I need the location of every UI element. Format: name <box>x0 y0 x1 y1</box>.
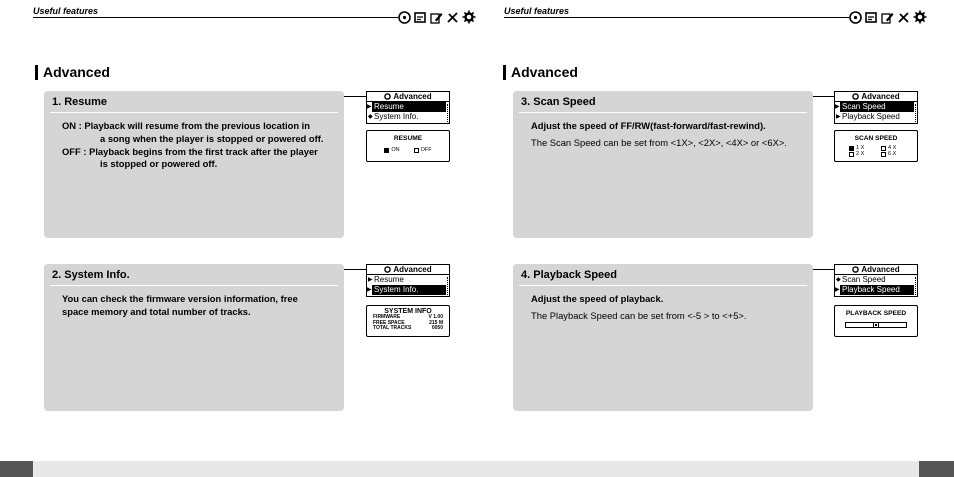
arrow-icon: ▶ <box>367 104 372 110</box>
section-marker-left <box>35 65 38 80</box>
lcd-menu-resume <box>366 91 450 124</box>
checkbox-empty-icon <box>414 148 419 153</box>
lcd-menu-item-label: Playback Speed <box>842 112 900 121</box>
resume-screen-title: RESUME <box>393 135 423 142</box>
card-divider <box>50 285 338 286</box>
resume-option-on[interactable] <box>384 147 399 153</box>
lcd-menu-item-system-info[interactable] <box>367 112 449 122</box>
card-title-resume: 1. Resume <box>52 96 108 108</box>
gear-icon <box>462 10 476 24</box>
lcd-menu-header <box>835 92 917 102</box>
lcd-scan-speed-screen <box>834 130 918 162</box>
card-system-info <box>44 264 344 411</box>
lcd-menu-scan-speed <box>834 91 918 124</box>
system-info-value: 215 M <box>429 319 443 326</box>
scan-option-label: 6 X <box>888 151 897 157</box>
checkbox-empty-icon <box>881 152 886 157</box>
card-title-scan-speed: 3. Scan Speed <box>521 96 596 108</box>
lcd-menu-item-label: System Info. <box>374 112 419 121</box>
lcd-menu-item-scan-speed[interactable] <box>835 275 917 285</box>
lcd-menu-system-info <box>366 264 450 297</box>
lcd-system-info-screen <box>366 305 450 337</box>
lcd-menu-item-playback-speed[interactable] <box>835 112 917 122</box>
music-disc-icon <box>849 11 862 24</box>
resume-off-line-1: OFF : Playback begins from the first track after the player <box>62 145 318 157</box>
card-body-system-info <box>62 293 334 319</box>
header-icons-left <box>398 9 476 25</box>
lcd-menu-header <box>835 265 917 275</box>
gear-icon <box>384 266 391 273</box>
lcd-menu-item-label: Resume <box>374 102 404 111</box>
resume-on-line-1: ON : Playback will resume from the previous location in <box>62 120 310 131</box>
scan-speed-options <box>849 145 903 157</box>
lcd-menu-item-label: System Info. <box>374 285 419 294</box>
lcd-menu-item-resume[interactable] <box>367 275 449 285</box>
card-resume <box>44 91 344 238</box>
edit-icon <box>881 11 894 24</box>
card-divider <box>519 285 807 286</box>
checkbox-empty-icon <box>849 152 854 157</box>
lcd-menu-header-label: Advanced <box>393 92 432 101</box>
tools-icon <box>897 11 910 24</box>
arrow-icon: ▶ <box>835 104 840 110</box>
card-scan-speed <box>513 91 813 238</box>
gear-icon <box>852 266 859 273</box>
diamond-icon: ◆ <box>836 277 841 283</box>
resume-option-label: ON <box>391 147 400 153</box>
scan-option-6x[interactable] <box>881 151 903 157</box>
scan-option-label: 4 X <box>888 145 897 151</box>
arrow-icon: ▶ <box>368 277 373 283</box>
system-info-label: FREE SPACE <box>373 319 405 326</box>
card-divider <box>519 112 807 113</box>
checkbox-checked-icon <box>384 148 389 153</box>
connector-line <box>344 269 366 270</box>
playback-speed-screen-title: PLAYBACK SPEED <box>845 310 907 317</box>
lcd-menu-header-label: Advanced <box>393 265 432 274</box>
card-playback-speed <box>513 264 813 411</box>
system-info-value: V 1.00 <box>428 314 443 320</box>
scroll-indicator <box>915 277 916 295</box>
lcd-menu-header <box>367 92 449 102</box>
system-info-label: FIRMWARE <box>373 314 401 320</box>
scroll-indicator <box>447 277 448 295</box>
scan-option-label: 2 X <box>856 151 865 157</box>
system-info-line-1: You can check the firmware version information, free <box>62 293 298 304</box>
scan-speed-headline: Adjust the speed of FF/RW(fast-forward/fast-rewind). <box>531 120 766 131</box>
lcd-menu-item-resume[interactable] <box>367 102 446 112</box>
lcd-menu-item-playback-speed[interactable] <box>835 285 914 295</box>
system-info-value: 0050 <box>431 325 443 332</box>
resume-options <box>367 147 449 153</box>
arrow-icon: ▶ <box>835 287 840 293</box>
diamond-icon: ◆ <box>368 114 373 120</box>
connector-line <box>813 96 834 97</box>
lcd-menu-header <box>367 265 449 275</box>
arrow-icon: ▶ <box>836 114 841 120</box>
gear-icon <box>852 93 859 100</box>
header-rule-right <box>504 17 849 18</box>
edit-icon <box>430 11 443 24</box>
header-title-right: Useful features <box>504 6 570 16</box>
header-icons-right <box>849 9 927 25</box>
card-title-system-info: 2. System Info. <box>52 269 130 281</box>
resume-option-off[interactable] <box>414 147 432 153</box>
resume-on-line-2: a song when the player is stopped or powered off. <box>100 132 324 144</box>
checkbox-checked-icon <box>849 146 854 151</box>
resume-option-label: OFF <box>420 147 432 153</box>
scroll-indicator <box>915 104 916 122</box>
system-info-line-2: space memory and total number of tracks. <box>62 305 251 317</box>
system-info-row-total-tracks <box>367 326 449 332</box>
section-title-right: Advanced <box>511 64 578 80</box>
card-body-resume <box>62 120 334 171</box>
footer-bar <box>33 461 919 477</box>
scan-speed-text: The Scan Speed can be set from <1X>, <2X>, <4X> or <6X>. <box>531 136 787 148</box>
footer-block-right <box>919 461 954 477</box>
lcd-menu-header-label: Advanced <box>861 265 900 274</box>
header-title-left: Useful features <box>33 6 99 16</box>
lcd-playback-speed-screen <box>834 305 918 337</box>
lcd-menu-item-label: Playback Speed <box>842 285 900 294</box>
playback-speed-headline: Adjust the speed of playback. <box>531 293 664 304</box>
scroll-indicator <box>447 104 448 122</box>
lcd-menu-playback-speed <box>834 264 918 297</box>
card-title-playback-speed: 4. Playback Speed <box>521 269 617 281</box>
slider-knob[interactable] <box>873 322 879 328</box>
system-info-label: TOTAL TRACKS <box>373 325 412 332</box>
playback-speed-slider[interactable] <box>845 322 907 328</box>
lcd-menu-item-label: Resume <box>374 275 404 284</box>
scan-speed-screen-title: SCAN SPEED <box>854 135 898 142</box>
tools-icon <box>446 11 459 24</box>
system-info-screen-title: SYSTEM INFO <box>384 308 432 315</box>
scan-option-2x[interactable] <box>849 151 871 157</box>
section-title-left: Advanced <box>43 64 110 80</box>
section-marker-right <box>503 65 506 80</box>
gear-icon <box>384 93 391 100</box>
gear-icon <box>913 10 927 24</box>
card-body-playback-speed <box>531 293 803 323</box>
lcd-menu-header-label: Advanced <box>861 92 900 101</box>
lcd-menu-item-label: Scan Speed <box>842 102 886 111</box>
connector-line <box>344 96 366 97</box>
header-rule-left <box>33 17 398 18</box>
scan-option-label: 1 X <box>856 145 865 151</box>
checkbox-empty-icon <box>881 146 886 151</box>
resume-off-line-2: is stopped or powered off. <box>100 158 218 170</box>
card-divider <box>50 112 338 113</box>
arrow-icon: ▶ <box>367 287 372 293</box>
lcd-menu-item-label: Scan Speed <box>842 275 886 284</box>
lcd-menu-item-scan-speed[interactable] <box>835 102 914 112</box>
right-page <box>477 0 954 477</box>
card-body-scan-speed <box>531 120 803 150</box>
footer-block-left <box>0 461 33 477</box>
music-disc-icon <box>398 11 411 24</box>
lcd-resume-screen <box>366 130 450 162</box>
lcd-menu-item-system-info[interactable] <box>367 285 446 295</box>
playback-speed-text: The Playback Speed can be set from <-5 > to <+5>. <box>531 309 747 321</box>
note-icon <box>414 11 427 24</box>
connector-line <box>813 269 834 270</box>
note-icon <box>865 11 878 24</box>
